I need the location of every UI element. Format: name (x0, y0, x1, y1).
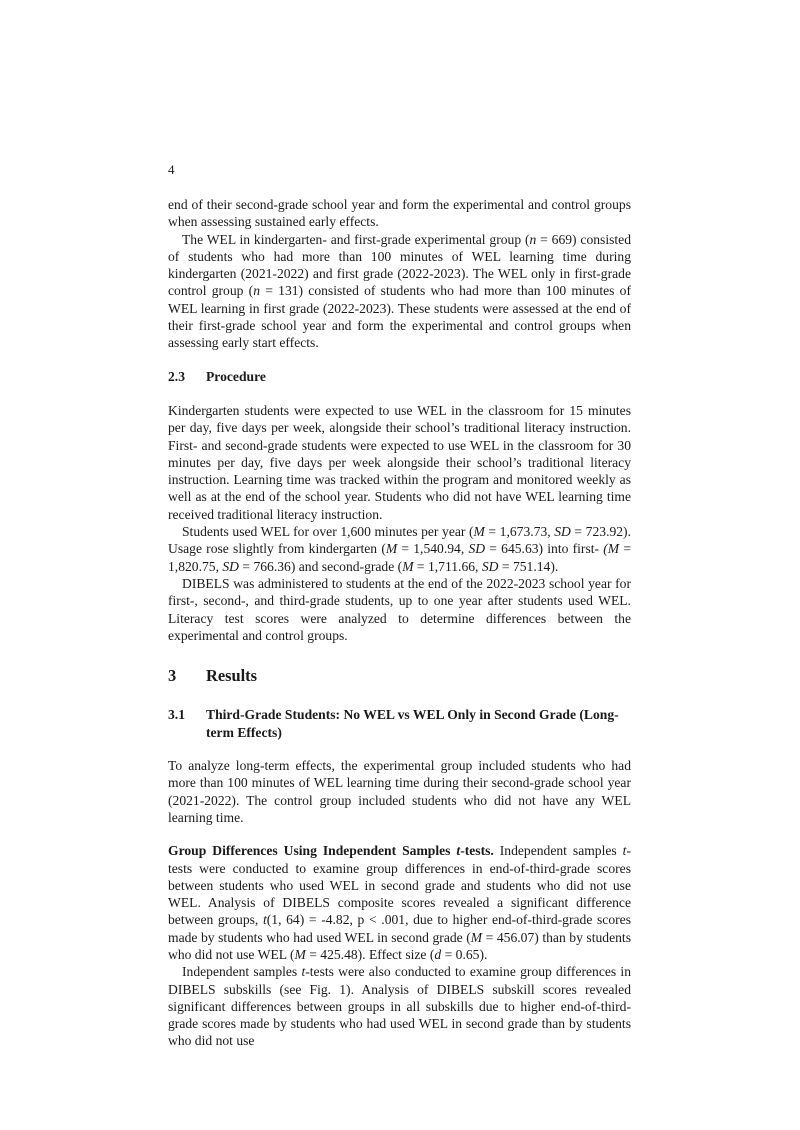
page-body (168, 196, 631, 1050)
subsection-heading-third-grade (168, 706, 631, 741)
run-in-heading: Group Differences Using Independent Samples t-tests. (168, 843, 494, 859)
paragraph: The WEL in kindergarten- and first-grade experimental group (n = 669) consisted of students who had more than 100 minutes of WEL learning time during kindergarten (2021-2022) and first grade (2022-2023). The WEL only in first-grade control group (n = 131) consisted of students who had more than 100 minutes of WEL learning in first grade (2022-2023). These students were assessed at the end of their first-grade school year and form the experimental and control groups when assessing early start effects. (168, 231, 632, 351)
paragraph: Group Differences Using Independent Samples t-tests. Independent samples t-tests were conducted to examine group differences in end-of-third-grade scores between students who used WEL in second grade and students who did not use WEL. Analysis of DIBELS composite scores revealed a significant difference between groups, t(1, 64) = -4.82, p < .001, due to higher end-of-third-grade scores made by students who had used WEL in second grade (M = 456.07) than by students who did not use WEL (M = 425.48). Effect size (d = 0.65). (168, 843, 631, 962)
paragraph: DIBELS was administered to students at the end of the 2022-2023 school year for first-, second-, and third-grade students, up to one year after students used WEL. Literacy test scores were analyzed to determine differences between the experimental and control groups. (168, 575, 631, 643)
paragraph: Independent samples t-tests were also conducted to examine group differences in DIBELS subskills (see Fig. 1). Analysis of DIBELS subskill scores revealed significant differences between groups in all subskills due to higher end-of-third-grade scores made by students who had used WEL in second grade than by students who did not use (168, 964, 631, 1049)
paragraph: Students used WEL for over 1,600 minutes per year (M = 1,673.73, SD = 723.92). Usage rose slightly from kindergarten (M = 1,540.94, SD = 645.63) into first- (M = 1,820.75, SD = 766.36) and second-grade (M = 1,711.66, SD = 751.14). (168, 524, 631, 574)
paragraph: Kindergarten students were expected to use WEL in the classroom for 15 minutes per day, five days per week, alongside their school’s traditional literacy instruction. First- and second-grade students were expected to use WEL in the classroom for 30 minutes per day, five days per week alongside their school’s traditional literacy instruction. Learning time was tracked within the program and monitored weekly as well as at the end of the school year. Students who did not have WEL learning time received traditional literacy instruction. (168, 402, 631, 522)
section-number: 3.1 (168, 707, 185, 723)
page-number: 4 (168, 162, 175, 177)
section-number: 3 (168, 666, 177, 686)
section-number: 2.3 (168, 368, 185, 384)
paragraph: end of their second-grade school year and form the experimental and control groups when assessing sustained early effects. (168, 197, 631, 230)
paragraph: To analyze long-term effects, the experimental group included students who had more than 100 minutes of WEL learning time during their second-grade school year (2021-2022). The control group included students who did not have any WEL learning time. (168, 758, 631, 825)
section-heading-procedure (168, 368, 631, 385)
section-title: Procedure (206, 368, 266, 384)
section-title: Results (206, 666, 257, 686)
section-title: Third-Grade Students: No WEL vs WEL Only in Second Grade (Long-term Effects) (206, 707, 619, 740)
section-heading-results (168, 667, 631, 684)
